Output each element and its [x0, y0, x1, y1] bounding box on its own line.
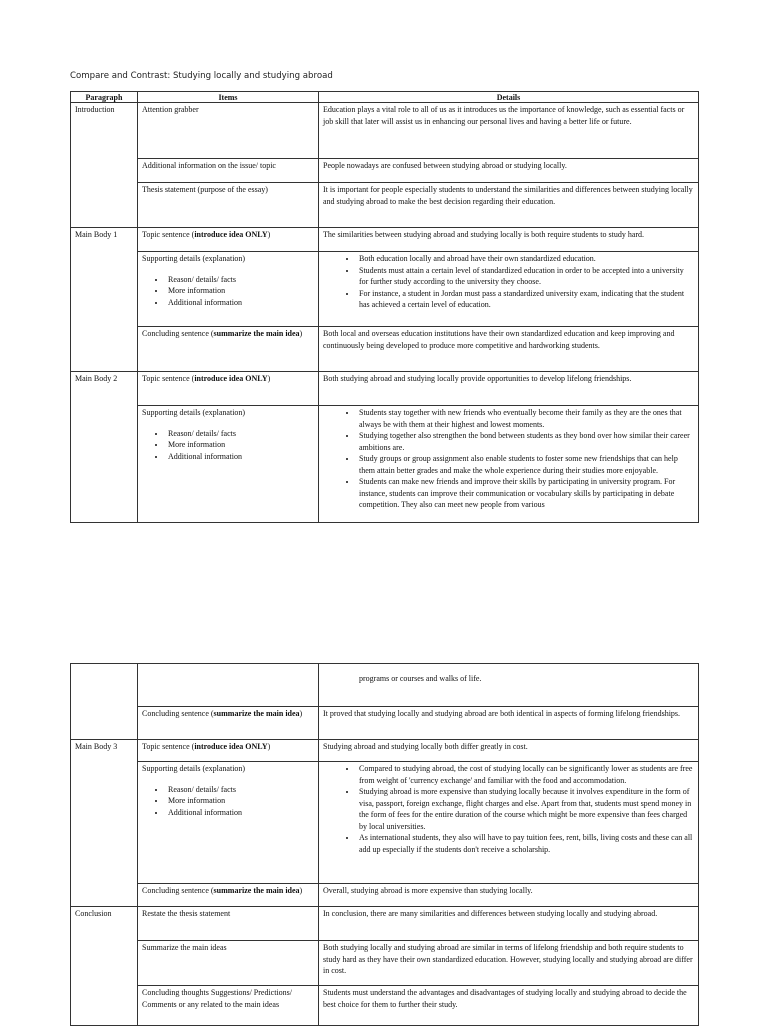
item-summarize-main-ideas: Summarize the main ideas: [138, 941, 319, 986]
item-supporting-details: Supporting details (explanation) • Reason/ details/ facts • More information • Additional information: [138, 252, 319, 327]
item-concluding-sentence: Concluding sentence (summarize the main idea): [138, 884, 319, 907]
detail-topic-sentence: The similarities between studying abroad and studying locally is both require students to study hard.: [319, 228, 699, 252]
detail-concluding-thoughts: Students must understand the advantages and disadvantages of studying locally and studying abroad to decide the best choice for them to further their study.: [319, 986, 699, 1026]
paragraph-label-continued: [71, 664, 138, 740]
item-supporting-details: Supporting details (explanation) • Reason/ details/ facts • More information • Additional information: [138, 762, 319, 884]
table-row: [71, 941, 699, 986]
table-row: [71, 183, 699, 228]
item-additional-info: Additional information on the issue/ topic: [138, 159, 319, 183]
detail-supporting-details: [319, 252, 699, 327]
paragraph-label-main-body-3: Main Body 3: [71, 740, 138, 907]
item-restate-thesis: Restate the thesis statement: [138, 907, 319, 941]
list-item: • Additional information: [166, 807, 314, 819]
header-details: Details: [319, 92, 699, 103]
detail-supporting-details: [319, 762, 699, 884]
header-items: Items: [138, 92, 319, 103]
document-title: Compare and Contrast: Studying locally and studying abroad: [70, 71, 333, 81]
list-item: • Reason/ details/ facts: [166, 274, 314, 286]
table-row: [71, 664, 699, 707]
table-row: [71, 406, 699, 523]
table-row: [71, 762, 699, 884]
details-bullet-list: [323, 253, 694, 311]
details-bullet-list: [323, 407, 694, 511]
item-topic-sentence: Topic sentence (introduce idea ONLY): [138, 740, 319, 762]
detail-attention-grabber: Education plays a vital role to all of us as it introduces us the importance of knowledge, such as essential facts or job skill that later will assist us in enhancing our personal lives and having a better life or future.: [319, 103, 699, 159]
item-supporting-details: Supporting details (explanation) • Reason/ details/ facts • More information • Additional information: [138, 406, 319, 523]
outline-table-page-2: [70, 663, 699, 1026]
table-row: [71, 707, 699, 740]
list-item: • Students can make new friends and improve their skills by participating in university program. For instance, students can improve their communication or vocabulary skills by participating in debate competition. They also can meet new people from various: [357, 476, 694, 511]
detail-concluding-sentence: Both local and overseas education institutions have their own standardized education and keep improving and continuously being developed to produce more competitive and hardworking students.: [319, 327, 699, 372]
item-concluding-sentence: Concluding sentence (summarize the main idea): [138, 327, 319, 372]
table-row: [71, 907, 699, 941]
list-item: • Studying together also strengthen the bond between students as they bond over how similar their career ambitions are.: [357, 430, 694, 453]
paragraph-label-main-body-2: Main Body 2: [71, 372, 138, 523]
item-concluding-sentence: Concluding sentence (summarize the main idea): [138, 707, 319, 740]
item-thesis-statement: Thesis statement (purpose of the essay): [138, 183, 319, 228]
table-row: [71, 327, 699, 372]
item-concluding-thoughts: Concluding thoughts Suggestions/ Predictions/ Comments or any related to the main ideas: [138, 986, 319, 1026]
detail-summarize-main-ideas: Both studying locally and studying abroad are similar in terms of lifelong friendship and both require students to study hard as they have their own standardized education. However, studying locally and studying abroad are differ in cost.: [319, 941, 699, 986]
item-attention-grabber: Attention grabber: [138, 103, 319, 159]
paragraph-label-introduction: Introduction: [71, 103, 138, 228]
item-topic-sentence: Topic sentence (introduce idea ONLY): [138, 372, 319, 406]
details-bullet-list: [323, 763, 694, 855]
table-row: [71, 372, 699, 406]
paragraph-label-main-body-1: Main Body 1: [71, 228, 138, 372]
table-row: [71, 740, 699, 762]
list-item: • Studying abroad is more expensive than studying locally because it involves expenditure in the form of visa, passport, foreign exchange, flight charges and else. Apart from that, students must spend money in the form of fees for the entire duration of the course which might be more expensive than fees charged by local universities.: [357, 786, 694, 832]
header-paragraph: Paragraph: [71, 92, 138, 103]
supporting-subitems-list: [142, 784, 314, 819]
detail-concluding-sentence: It proved that studying locally and studying abroad are both identical in aspects of forming lifelong friendships.: [319, 707, 699, 740]
detail-thesis-statement: It is important for people especially students to understand the similarities and differences between studying locally and studying abroad to make the best decision regarding their education.: [319, 183, 699, 228]
list-item: • Both education locally and abroad have their own standardized education.: [357, 253, 694, 265]
list-item: • Additional information: [166, 451, 314, 463]
paragraph-label-conclusion: Conclusion: [71, 907, 138, 1026]
supporting-subitems-list: [142, 274, 314, 309]
detail-supporting-details: [319, 406, 699, 523]
table-row: [71, 228, 699, 252]
table-header-row: [71, 92, 699, 103]
table-row: [71, 159, 699, 183]
list-item: • Reason/ details/ facts: [166, 428, 314, 440]
detail-continued: programs or courses and walks of life.: [319, 664, 699, 707]
table-row: [71, 986, 699, 1026]
list-item: • Study groups or group assignment also enable students to foster some new friendships that can help them attain better grades and make the whole experience during their studies more enjoyable.: [357, 453, 694, 476]
list-item: • Compared to studying abroad, the cost of studying locally can be significantly lower as students are free from weight of 'currency exchange' and familiar with the food and accommodation.: [357, 763, 694, 786]
supporting-subitems-list: [142, 428, 314, 463]
list-item: • As international students, they also will have to pay tuition fees, rent, bills, living costs and these can all add up especially if the students don't receive a scholarship.: [357, 832, 694, 855]
outline-table-page-1: [70, 91, 699, 523]
list-item: • More information: [166, 285, 314, 297]
item-topic-sentence: Topic sentence (introduce idea ONLY): [138, 228, 319, 252]
table-row: [71, 103, 699, 159]
list-item: • For instance, a student in Jordan must pass a standardized university exam, indicating that the student has achieved a certain level of education.: [357, 288, 694, 311]
detail-topic-sentence: Studying abroad and studying locally both differ greatly in cost.: [319, 740, 699, 762]
list-item: • Reason/ details/ facts: [166, 784, 314, 796]
list-item: • More information: [166, 439, 314, 451]
list-item: • Students must attain a certain level of standardized education in order to be accepted into a university for further study according to the university they choose.: [357, 265, 694, 288]
list-item: • Additional information: [166, 297, 314, 309]
table-row: [71, 252, 699, 327]
detail-restate-thesis: In conclusion, there are many similarities and differences between studying locally and studying abroad.: [319, 907, 699, 941]
list-item: • More information: [166, 795, 314, 807]
list-item: • Students stay together with new friends who eventually become their family as they are the ones that always be with them at their highest and lowest moments.: [357, 407, 694, 430]
detail-concluding-sentence: Overall, studying abroad is more expensive than studying locally.: [319, 884, 699, 907]
detail-additional-info: People nowadays are confused between studying abroad or studying locally.: [319, 159, 699, 183]
detail-topic-sentence: Both studying abroad and studying locally provide opportunities to develop lifelong friendships.: [319, 372, 699, 406]
table-row: [71, 884, 699, 907]
item-continued: [138, 664, 319, 707]
